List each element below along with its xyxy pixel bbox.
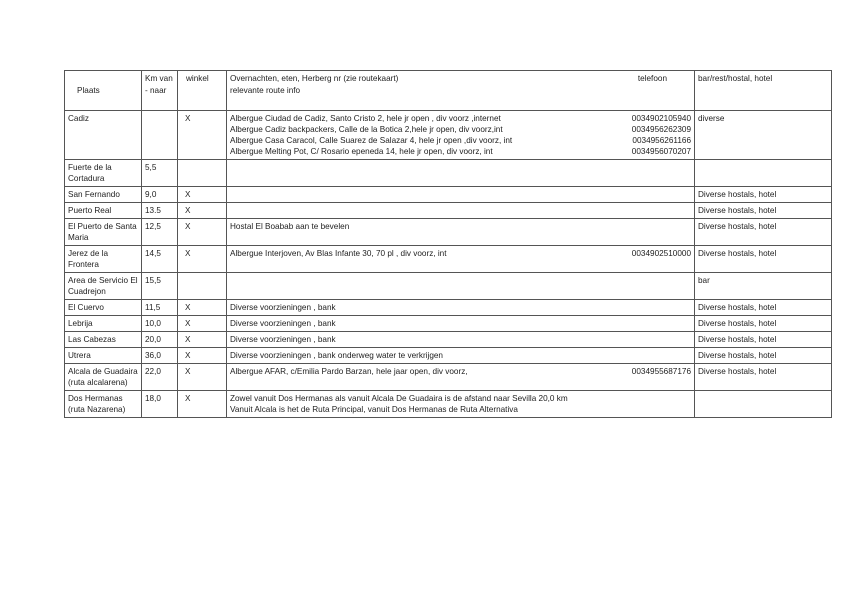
cell-plaats: El Cuervo — [65, 300, 142, 316]
cell-winkel: X — [178, 246, 227, 273]
cell-overnachten — [227, 219, 695, 246]
table-row — [65, 391, 832, 418]
header-row — [65, 71, 832, 111]
table-row — [65, 364, 832, 391]
cell-overnachten — [227, 316, 695, 332]
overnachten-line — [230, 135, 691, 146]
cell-plaats: San Fernando — [65, 187, 142, 203]
cell-bar: Diverse hostals, hotel — [695, 332, 832, 348]
cell-winkel: X — [178, 348, 227, 364]
cell-bar: diverse — [695, 111, 832, 160]
overnachten-line — [230, 124, 691, 135]
overnachten-line — [230, 221, 691, 232]
table-row — [65, 203, 832, 219]
header-telefoon: telefoon — [637, 74, 667, 83]
table-body — [65, 111, 832, 418]
table-row — [65, 332, 832, 348]
cell-overnachten — [227, 391, 695, 418]
overnachten-line — [230, 318, 691, 329]
header-overnachten-line1: Overnachten, eten, Herberg nr (zie routekaart) — [230, 74, 399, 83]
cell-plaats: Jerez de la Frontera — [65, 246, 142, 273]
cell-overnachten — [227, 111, 695, 160]
cell-plaats: Puerto Real — [65, 203, 142, 219]
telefoon-number: 0034956262309 — [631, 125, 691, 134]
cell-plaats: Lebrija — [65, 316, 142, 332]
cell-bar: Diverse hostals, hotel — [695, 203, 832, 219]
table-row — [65, 187, 832, 203]
overnachten-line — [230, 393, 691, 404]
cell-bar — [695, 391, 832, 418]
overnachten-text: Albergue AFAR, c/Emilia Pardo Barzan, hele jaar open, div voorz, — [230, 367, 468, 376]
cell-km: 36,0 — [142, 348, 178, 364]
table-row — [65, 219, 832, 246]
cell-km: 20,0 — [142, 332, 178, 348]
overnachten-text: Diverse voorzieningen , bank — [230, 303, 336, 312]
cell-plaats: Area de Servicio El Cuadrejon — [65, 273, 142, 300]
cell-plaats: Las Cabezas — [65, 332, 142, 348]
cell-km: 18,0 — [142, 391, 178, 418]
cell-winkel: X — [178, 187, 227, 203]
cell-km: 13.5 — [142, 203, 178, 219]
cell-bar: Diverse hostals, hotel — [695, 246, 832, 273]
overnachten-line — [230, 366, 691, 377]
cell-km: 11,5 — [142, 300, 178, 316]
cell-plaats: Utrera — [65, 348, 142, 364]
cell-bar: Diverse hostals, hotel — [695, 219, 832, 246]
overnachten-text: Albergue Interjoven, Av Blas Infante 30, 70 pl , div voorz, int — [230, 249, 447, 258]
table-row — [65, 316, 832, 332]
table-row — [65, 273, 832, 300]
cell-plaats: Fuerte de la Cortadura — [65, 160, 142, 187]
cell-winkel: X — [178, 300, 227, 316]
overnachten-line — [230, 146, 691, 157]
cell-bar — [695, 160, 832, 187]
cell-bar: Diverse hostals, hotel — [695, 316, 832, 332]
cell-plaats: Cadiz — [65, 111, 142, 160]
cell-bar: Diverse hostals, hotel — [695, 348, 832, 364]
cell-winkel: X — [178, 316, 227, 332]
telefoon-number: 0034956070207 — [631, 147, 691, 156]
cell-winkel: X — [178, 203, 227, 219]
overnachten-text: Albergue Ciudad de Cadiz, Santo Cristo 2, hele jr open , div voorz ,internet — [230, 114, 501, 123]
cell-km: 12,5 — [142, 219, 178, 246]
cell-plaats: El Puerto de Santa Maria — [65, 219, 142, 246]
table-row — [65, 300, 832, 316]
cell-overnachten — [227, 187, 695, 203]
telefoon-number: 0034955687176 — [631, 367, 691, 376]
cell-bar: Diverse hostals, hotel — [695, 300, 832, 316]
cell-overnachten — [227, 364, 695, 391]
route-table — [64, 70, 832, 418]
overnachten-text: Albergue Casa Caracol, Calle Suarez de Salazar 4, hele jr open ,div voorz, int — [230, 136, 513, 145]
cell-overnachten — [227, 203, 695, 219]
header-overnachten-line2: relevante route info — [230, 86, 301, 95]
cell-winkel — [178, 160, 227, 187]
cell-overnachten — [227, 348, 695, 364]
header-bar: bar/rest/hostal, hotel — [695, 71, 832, 111]
overnachten-text: Albergue Melting Pot, C/ Rosario epeneda 14, hele jr open, div voorz, int — [230, 147, 493, 156]
table-row — [65, 160, 832, 187]
overnachten-line — [230, 248, 691, 259]
telefoon-number: 0034956261166 — [632, 136, 691, 145]
telefoon-number: 0034902105940 — [631, 114, 691, 123]
cell-km: 15,5 — [142, 273, 178, 300]
cell-bar: Diverse hostals, hotel — [695, 187, 832, 203]
cell-bar: Diverse hostals, hotel — [695, 364, 832, 391]
overnachten-text: Vanuit Alcala is het de Ruta Principal, vanuit Dos Hermanas de Ruta Alternativa — [230, 405, 518, 414]
overnachten-line — [230, 350, 691, 361]
cell-winkel: X — [178, 364, 227, 391]
cell-km — [142, 111, 178, 160]
overnachten-text: Diverse voorzieningen , bank — [230, 319, 336, 328]
cell-winkel: X — [178, 111, 227, 160]
header-overnachten — [227, 71, 695, 111]
cell-overnachten — [227, 273, 695, 300]
cell-km: 14,5 — [142, 246, 178, 273]
cell-overnachten — [227, 160, 695, 187]
cell-km: 5,5 — [142, 160, 178, 187]
cell-km: 9,0 — [142, 187, 178, 203]
cell-plaats: Dos Hermanas (ruta Nazarena) — [65, 391, 142, 418]
table-row — [65, 246, 832, 273]
cell-km: 10,0 — [142, 316, 178, 332]
cell-winkel — [178, 273, 227, 300]
header-km: Km van - naar — [142, 71, 178, 111]
overnachten-text: Diverse voorzieningen , bank — [230, 335, 336, 344]
cell-winkel: X — [178, 219, 227, 246]
overnachten-text: Hostal El Boabab aan te bevelen — [230, 222, 350, 231]
overnachten-line — [230, 404, 691, 415]
cell-plaats: Alcala de Guadaira (ruta alcalarena) — [65, 364, 142, 391]
telefoon-number: 0034902510000 — [631, 249, 691, 258]
overnachten-line — [230, 302, 691, 313]
overnachten-text: Albergue Cadiz backpackers, Calle de la Botica 2,hele jr open, div voorz,int — [230, 125, 503, 134]
overnachten-text: Diverse voorzieningen , bank onderweg water te verkrijgen — [230, 351, 443, 360]
overnachten-line — [230, 113, 691, 124]
cell-overnachten — [227, 246, 695, 273]
overnachten-line — [230, 334, 691, 345]
header-plaats: Plaats — [65, 71, 142, 111]
cell-winkel: X — [178, 332, 227, 348]
cell-overnachten — [227, 300, 695, 316]
cell-winkel: X — [178, 391, 227, 418]
overnachten-text: Zowel vanuit Dos Hermanas als vanuit Alcala De Guadaira is de afstand naar Sevilla 20,0 km — [230, 394, 568, 403]
table-row — [65, 348, 832, 364]
cell-bar: bar — [695, 273, 832, 300]
cell-km: 22,0 — [142, 364, 178, 391]
cell-overnachten — [227, 332, 695, 348]
header-winkel: winkel — [178, 71, 227, 111]
table-row — [65, 111, 832, 160]
